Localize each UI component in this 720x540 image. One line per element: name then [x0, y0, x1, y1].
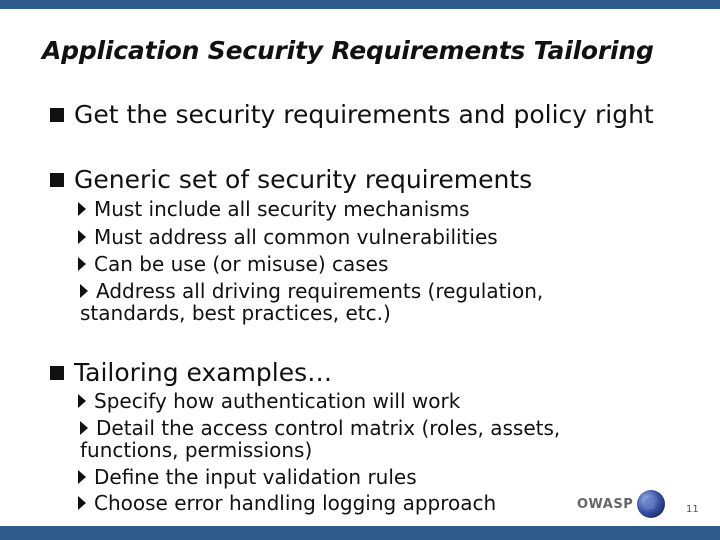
triangle-bullet-icon — [78, 230, 86, 244]
sub-bullet: Must include all security mechanisms — [78, 198, 598, 220]
globe-icon — [636, 489, 666, 519]
owasp-logo-text: OWASP — [577, 497, 634, 512]
square-bullet-icon — [50, 173, 64, 187]
triangle-bullet-icon — [80, 284, 88, 298]
bullet-text: Tailoring examples… — [74, 358, 333, 387]
sub-bullet: Define the input validation rules — [78, 466, 598, 488]
triangle-bullet-icon — [78, 394, 86, 408]
square-bullet-icon — [50, 108, 64, 122]
sub-bullet: Can be use (or misuse) cases — [78, 253, 598, 275]
triangle-bullet-icon — [80, 421, 88, 435]
sub-bullet: Choose error handling logging approach — [78, 492, 598, 514]
triangle-bullet-icon — [78, 496, 86, 510]
page-number: 11 — [686, 504, 699, 515]
sub-bullet: Detail the access control matrix (roles, assets, functions, permissions) — [80, 416, 561, 462]
sub-bullet: Specify how authentication will work — [78, 390, 598, 412]
triangle-bullet-icon — [78, 257, 86, 271]
top-accent-bar — [0, 0, 720, 9]
bullet-text: Generic set of security requirements — [74, 165, 533, 194]
sub-bullet: Must address all common vulnerabilities — [78, 226, 598, 248]
bullet-text: Get the security requirements and policy right — [74, 100, 654, 129]
triangle-bullet-icon — [78, 202, 86, 216]
square-bullet-icon — [50, 366, 64, 380]
slide-title: Application Security Requirements Tailoring — [42, 36, 654, 65]
sub-bullet: Address all driving requirements (regulation, standards, best practices, etc.) — [80, 279, 544, 325]
bottom-accent-bar — [0, 526, 720, 540]
triangle-bullet-icon — [78, 470, 86, 484]
